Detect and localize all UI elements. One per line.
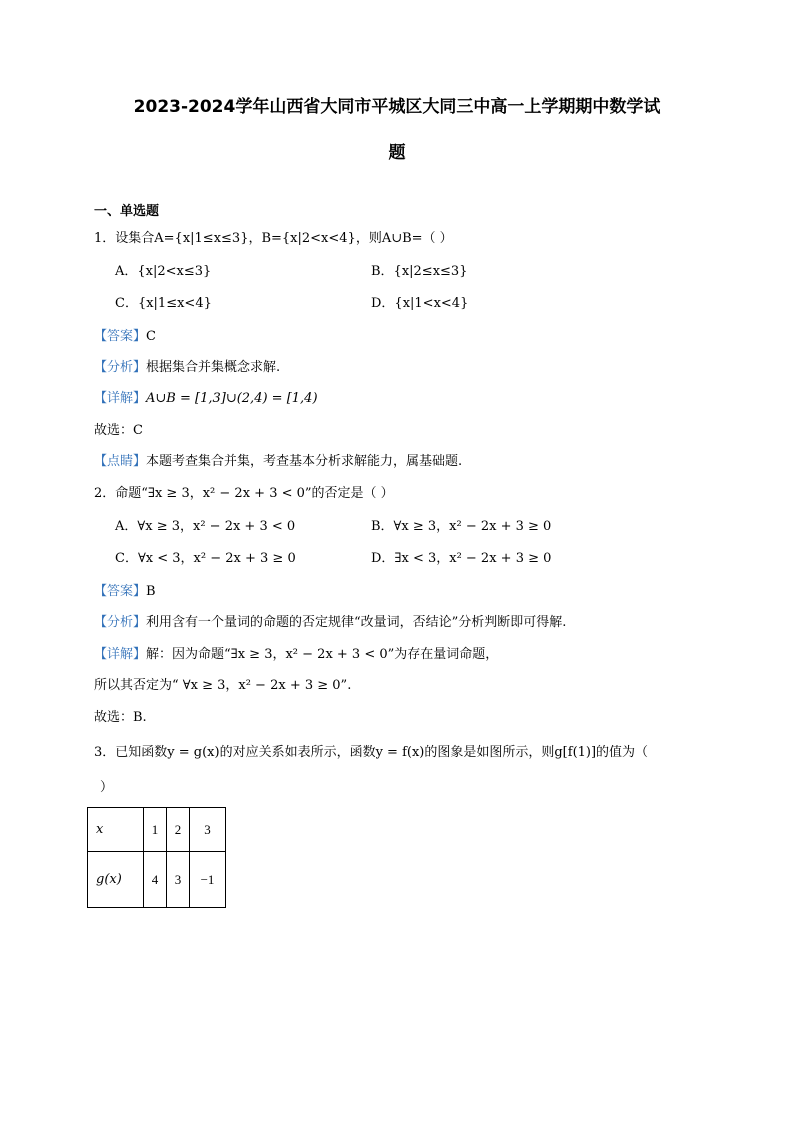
q1-answer-row [94, 327, 156, 347]
q3-stem-end: ） [100, 780, 114, 795]
comment-tag: 【点睛】 [94, 454, 147, 469]
q2-analysis: 利用含有一个量词的命题的否定规律“改量词，否结论”分析判断即可得解. [146, 615, 567, 630]
q2-choice: 故选：B. [94, 710, 147, 725]
q2-answer-row [94, 582, 156, 602]
answer-tag: 【答案】 [94, 584, 147, 599]
q1-option-d: D．{x|1<x<4} [371, 296, 469, 311]
q1-analysis: 根据集合并集概念求解. [146, 360, 281, 375]
table-cell: 2 [167, 808, 190, 852]
table-cell: 1 [144, 808, 167, 852]
g-function-table [87, 807, 226, 908]
q2-option-d: D．∃x < 3，x² − 2x + 3 ≥ 0 [371, 551, 552, 566]
document-title [90, 84, 704, 176]
analysis-tag: 【分析】 [94, 360, 147, 375]
q1-analysis-row [94, 358, 280, 378]
q2-analysis-row [94, 613, 566, 633]
table-cell: −1 [190, 852, 226, 908]
q2-detail-2: 所以其否定为“ ∀x ≥ 3，x² − 2x + 3 ≥ 0”. [94, 678, 352, 693]
q1-comment-row [94, 452, 462, 472]
q1-option-b: B．{x|2≤x≤3} [371, 264, 468, 279]
q2-detail: 解：因为命题“∃x ≥ 3，x² − 2x + 3 < 0”为存在量词命题， [146, 647, 499, 662]
q2-stem: 2．命题“∃x ≥ 3，x² − 2x + 3 < 0”的否定是（ ） [94, 486, 394, 501]
q3-stem: 3．已知函数y = g(x)的对应关系如表所示，函数y = f(x)的图象是如图所示，则g[f(1)]的值为（ [94, 745, 649, 760]
q1-detail-row [94, 389, 318, 409]
detail-tag: 【详解】 [94, 391, 147, 406]
table-cell: 3 [190, 808, 226, 852]
table-cell: 3 [167, 852, 190, 908]
q2-answer: B [146, 584, 156, 599]
table-cell: 4 [144, 852, 167, 908]
q1-choice: 故选：C [94, 423, 143, 438]
q2-option-b: B．∀x ≥ 3，x² − 2x + 3 ≥ 0 [371, 519, 552, 534]
section-heading: 一、单选题 [94, 204, 160, 219]
detail-tag: 【详解】 [94, 647, 147, 662]
analysis-tag: 【分析】 [94, 615, 147, 630]
title-line-1: 2023-2024学年山西省大同市平城区大同三中高一上学期期中数学试 [133, 97, 661, 117]
title-line-2: 题 [388, 143, 406, 163]
table-row-header [88, 808, 226, 852]
q2-option-c: C．∀x < 3，x² − 2x + 3 ≥ 0 [115, 551, 296, 566]
answer-tag: 【答案】 [94, 329, 147, 344]
q1-detail: A∪B = [1,3]∪(2,4) = [1,4) [146, 391, 318, 406]
q2-option-a: A．∀x ≥ 3，x² − 2x + 3 < 0 [115, 519, 296, 534]
table-row-values [88, 852, 226, 908]
q1-option-c: C．{x|1≤x<4} [115, 296, 212, 311]
q1-answer: C [146, 329, 156, 344]
q2-detail-row [94, 645, 498, 665]
table-cell: x [88, 808, 144, 852]
q1-stem: 1．设集合A={x|1≤x≤3}，B={x|2<x<4}，则A∪B=（ ） [94, 231, 453, 246]
q1-option-a: A．{x|2<x≤3} [115, 264, 212, 279]
table-cell: g(x) [88, 852, 144, 908]
q1-comment: 本题考查集合并集，考查基本分析求解能力，属基础题. [146, 454, 463, 469]
